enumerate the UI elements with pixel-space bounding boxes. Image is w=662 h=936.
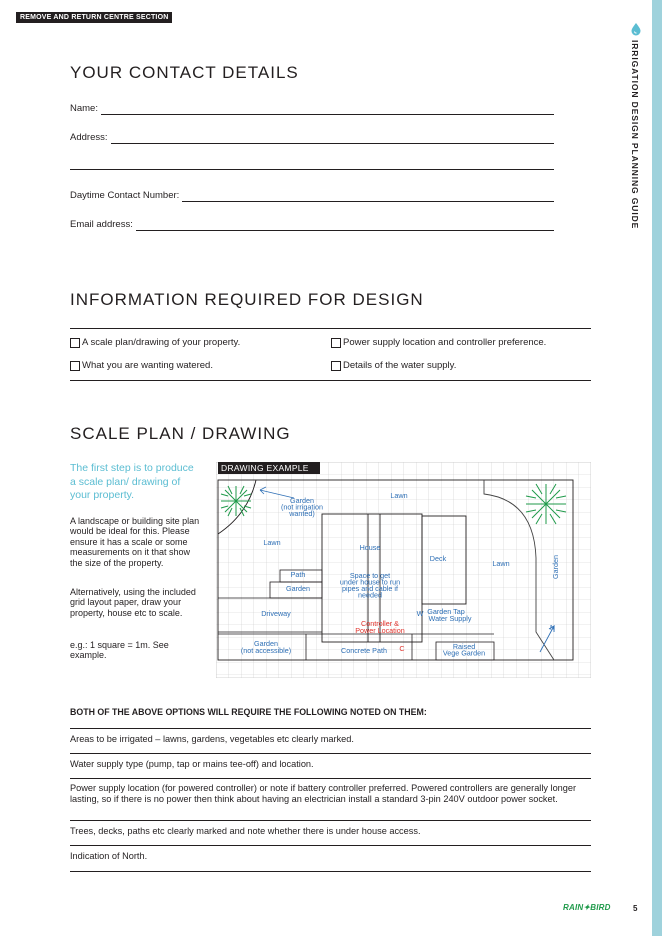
requirement-item: Trees, decks, paths etc clearly marked and note whether there is under house access.	[70, 826, 421, 836]
drawing-example-plan	[216, 462, 591, 678]
checkbox-power-supply[interactable]	[331, 337, 546, 348]
side-color-bar	[652, 0, 662, 936]
requirement-item: Areas to be irrigated – lawns, gardens, vegetables etc clearly marked.	[70, 734, 354, 744]
water-drop-icon	[630, 22, 642, 36]
contact-heading: YOUR CONTACT DETAILS	[70, 63, 299, 82]
name-field[interactable]	[70, 101, 554, 115]
north-label: N	[550, 625, 556, 632]
checkbox-label: A scale plan/drawing of your property.	[82, 337, 241, 348]
req-rule-0	[70, 728, 591, 729]
garden-bottom-label: Garden (not accessible)	[240, 639, 292, 655]
rain-bird-logo: RAIN✦BIRD	[563, 903, 611, 912]
scale-paragraph-2: Alternatively, using the included grid layout paper, draw your property, house etc to scale.	[70, 587, 196, 618]
checkbox-watered[interactable]	[70, 360, 213, 371]
w-label: W	[416, 609, 424, 618]
info-top-rule	[70, 328, 591, 329]
page-number: 5	[633, 904, 638, 913]
phone-field[interactable]	[70, 188, 554, 202]
path-label: Path	[290, 570, 306, 579]
name-line	[101, 114, 554, 115]
tree-right-icon	[526, 484, 566, 524]
drawing-example-label: DRAWING EXAMPLE	[221, 463, 309, 473]
concrete-path-label: Concrete Path	[341, 646, 387, 655]
checkbox-label: Power supply location and controller preference.	[343, 337, 547, 348]
address-line	[111, 143, 555, 144]
req-rule-4	[70, 845, 591, 846]
garden-tap-label: Garden Tap Water Supply	[427, 607, 472, 623]
scale-paragraph-1: A landscape or building site plan would be ideal for this. Please ensure it has a scale or some measurements on it that show the size of the property.	[70, 516, 200, 568]
requirements-title: BOTH OF THE ABOVE OPTIONS WILL REQUIRE THE FOLLOWING NOTED ON THEM:	[70, 707, 427, 717]
requirement-item: Indication of North.	[70, 851, 148, 861]
req-rule-5	[70, 871, 591, 872]
checkbox-box[interactable]	[331, 338, 341, 348]
checkbox-water-supply[interactable]	[331, 360, 456, 371]
deck-label: Deck	[429, 554, 447, 563]
email-field[interactable]	[70, 217, 554, 231]
scale-paragraph-3: e.g.: 1 square = 1m. See example.	[70, 640, 169, 661]
space-label: Space to get under house to run pipes and cable if needed	[339, 571, 401, 600]
checkbox-label: Details of the water supply.	[343, 360, 457, 371]
address-line-2[interactable]	[70, 169, 554, 170]
remove-return-tag: REMOVE AND RETURN CENTRE SECTION	[16, 12, 172, 23]
c-label: C	[399, 644, 405, 653]
house-label: House	[359, 543, 381, 552]
phone-label: Daytime Contact Number:	[70, 190, 180, 201]
raised-bed-label: Raised Vege Garden	[442, 642, 486, 658]
tree-left-icon	[221, 486, 251, 516]
checkbox-scale-plan[interactable]	[70, 337, 240, 348]
info-bottom-rule	[70, 380, 591, 381]
garden-mid-label: Garden	[286, 584, 310, 593]
req-rule-3	[70, 820, 591, 821]
garden-side-label: Garden	[551, 555, 560, 579]
scale-heading: SCALE PLAN / DRAWING	[70, 424, 291, 443]
address-label: Address:	[70, 132, 108, 143]
info-heading: INFORMATION REQUIRED FOR DESIGN	[70, 290, 424, 309]
checkbox-label: What you are wanting watered.	[82, 360, 213, 371]
scale-intro: The first step is to produce a scale plan/ drawing of your property.	[70, 462, 194, 501]
email-label: Email address:	[70, 219, 133, 230]
name-label: Name:	[70, 103, 98, 114]
controller-label: Controller & Power Location	[355, 619, 405, 635]
lawn-right-label: Lawn	[492, 559, 510, 568]
requirement-item: Power supply location (for powered controller) or note if battery controller preferred. Powered controllers are generally longer lasting, so if there is no power then think about having an electrician install a standard 3-pin 240V outdoor power socket.	[70, 783, 577, 804]
email-line	[136, 230, 554, 231]
req-rule-2	[70, 778, 591, 779]
req-rule-1	[70, 753, 591, 754]
lawn-left-label: Lawn	[263, 538, 281, 547]
side-title: IRRIGATION DESIGN PLANNING GUIDE	[630, 40, 640, 230]
requirement-item: Water supply type (pump, tap or mains tee-off) and location.	[70, 759, 314, 769]
driveway-label: Driveway	[261, 609, 291, 618]
phone-line	[182, 201, 554, 202]
checkbox-box[interactable]	[70, 338, 80, 348]
address-field[interactable]	[70, 130, 554, 144]
checkbox-box[interactable]	[331, 361, 341, 371]
garden-top-label: Garden (not irrigation wanted)	[281, 496, 323, 518]
checkbox-box[interactable]	[70, 361, 80, 371]
lawn-top-label: Lawn	[390, 491, 408, 500]
